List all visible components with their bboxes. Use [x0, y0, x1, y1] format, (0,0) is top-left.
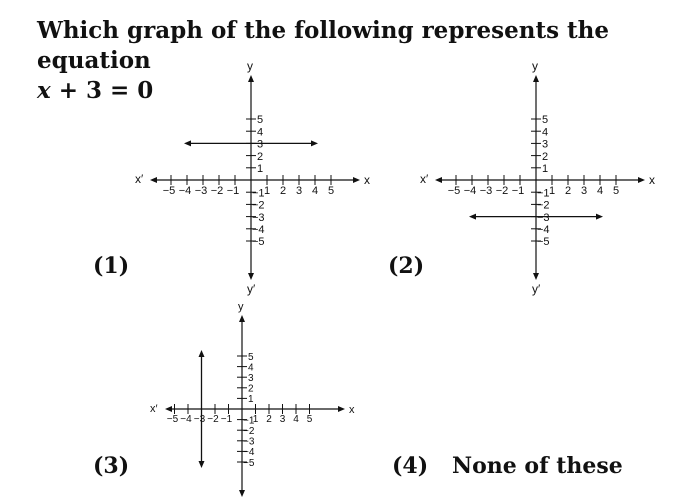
graph-option-1: [125, 60, 385, 300]
x-tick-label: 2: [564, 185, 572, 197]
y-axis-label: y: [247, 59, 253, 73]
y-axis-bottom-arrow: [239, 490, 245, 497]
y-tick-label: 4: [542, 126, 549, 139]
y-tick-label: 2: [257, 150, 264, 163]
y-tick-label: −1: [537, 187, 550, 200]
option-3-label[interactable]: (3): [93, 453, 130, 479]
y-tick-label: 1: [248, 394, 254, 406]
y-tick-label: 3: [542, 138, 549, 151]
x-tick-label: 4: [293, 414, 299, 425]
graph-line-left-arrow: [184, 140, 191, 146]
x-tick-label: 1: [252, 414, 259, 425]
y-tick-label: −3: [243, 436, 255, 448]
x-axis-left-arrow: [435, 177, 442, 183]
x-prime-axis-label: x′: [135, 172, 144, 186]
x-tick-label: 4: [596, 185, 604, 197]
x-tick-label: −2: [495, 185, 509, 197]
x-tick-label: −3: [194, 185, 208, 197]
y-axis-bottom-arrow: [533, 273, 539, 280]
x-axis-label: x: [364, 173, 370, 187]
y-tick-label: −3: [252, 211, 265, 224]
y-tick-label: −5: [243, 457, 255, 469]
x-prime-axis-label: x′: [420, 172, 429, 186]
y-tick-label: −4: [243, 447, 255, 459]
y-tick-label: 5: [248, 351, 254, 363]
y-tick-label: −1: [252, 187, 265, 200]
y-tick-label: −2: [252, 199, 265, 212]
y-tick-label: −5: [537, 236, 550, 249]
x-tick-label: −1: [220, 414, 233, 425]
graph-line-left-arrow: [469, 214, 476, 220]
y-axis-label: y: [532, 59, 538, 73]
y-tick-label: −3: [537, 211, 550, 224]
y-prime-axis-label: y′: [532, 282, 541, 296]
x-tick-label: −1: [226, 185, 240, 197]
x-tick-label: 1: [548, 185, 556, 197]
y-tick-label: 4: [257, 126, 264, 139]
y-tick-label: 5: [542, 114, 549, 127]
x-axis-label: x: [349, 404, 355, 416]
graph-option-3: [142, 300, 372, 500]
y-tick-label: −5: [252, 236, 265, 249]
y-axis-bottom-arrow: [248, 273, 254, 280]
x-tick-label: −2: [207, 414, 219, 425]
x-tick-label: 2: [279, 185, 287, 197]
option-4-label[interactable]: (4): [392, 453, 429, 479]
y-axis-top-arrow: [533, 75, 539, 82]
y-prime-axis-label: y′: [247, 282, 256, 296]
graph-line-right-arrow: [311, 140, 318, 146]
y-tick-label: 3: [248, 373, 254, 384]
x-tick-label: −4: [180, 414, 192, 425]
graph-option-2: [410, 60, 670, 300]
x-tick-label: −1: [511, 185, 525, 197]
x-tick-label: −5: [447, 185, 461, 197]
y-tick-label: −1: [243, 415, 255, 427]
y-tick-label: −4: [252, 223, 265, 236]
x-tick-label: −4: [463, 185, 477, 197]
x-tick-label: 5: [306, 414, 313, 425]
x-tick-label: −3: [193, 414, 206, 425]
x-tick-label: 4: [311, 185, 319, 197]
x-tick-label: 3: [279, 414, 286, 425]
x-prime-axis-label: x′: [150, 403, 158, 415]
x-tick-label: 5: [612, 185, 620, 197]
y-tick-label: −4: [537, 223, 550, 236]
x-tick-label: 2: [266, 414, 272, 425]
x-axis-label: x: [649, 173, 655, 187]
y-axis-label: y: [238, 301, 244, 313]
option-4-text[interactable]: None of these: [452, 453, 623, 479]
y-axis-top-arrow: [239, 315, 245, 322]
option-2-label[interactable]: (2): [388, 253, 425, 279]
y-tick-label: 5: [257, 114, 264, 127]
graph-line-bottom-arrow: [199, 461, 205, 468]
graph-line-top-arrow: [199, 350, 205, 357]
x-tick-label: 5: [327, 185, 335, 197]
y-tick-label: 2: [542, 150, 549, 163]
x-axis-right-arrow: [638, 177, 645, 183]
y-tick-label: 2: [248, 383, 254, 395]
y-tick-label: 1: [542, 162, 549, 175]
y-tick-label: 1: [257, 162, 264, 175]
x-tick-label: 3: [580, 185, 588, 197]
equation-variable: x: [37, 77, 51, 104]
x-tick-label: −3: [479, 185, 493, 197]
x-tick-label: 1: [263, 185, 271, 197]
y-tick-label: 4: [248, 362, 254, 374]
question-text: Which graph of the following represents the equation: [37, 17, 610, 74]
equation-rest: + 3 = 0: [50, 77, 154, 104]
x-axis-left-arrow: [165, 406, 172, 412]
y-tick-label: −2: [537, 199, 550, 212]
x-axis-right-arrow: [353, 177, 360, 183]
y-tick-label: 3: [257, 138, 264, 151]
x-axis-left-arrow: [150, 177, 157, 183]
x-tick-label: −5: [162, 185, 176, 197]
x-axis-right-arrow: [338, 406, 345, 412]
x-tick-label: 3: [295, 185, 303, 197]
y-axis-top-arrow: [248, 75, 254, 82]
option-1-label[interactable]: (1): [93, 253, 130, 279]
x-tick-label: −2: [210, 185, 224, 197]
y-tick-label: −2: [243, 426, 255, 437]
x-tick-label: −4: [178, 185, 192, 197]
graph-line-right-arrow: [596, 214, 603, 220]
x-tick-label: −5: [166, 414, 179, 425]
